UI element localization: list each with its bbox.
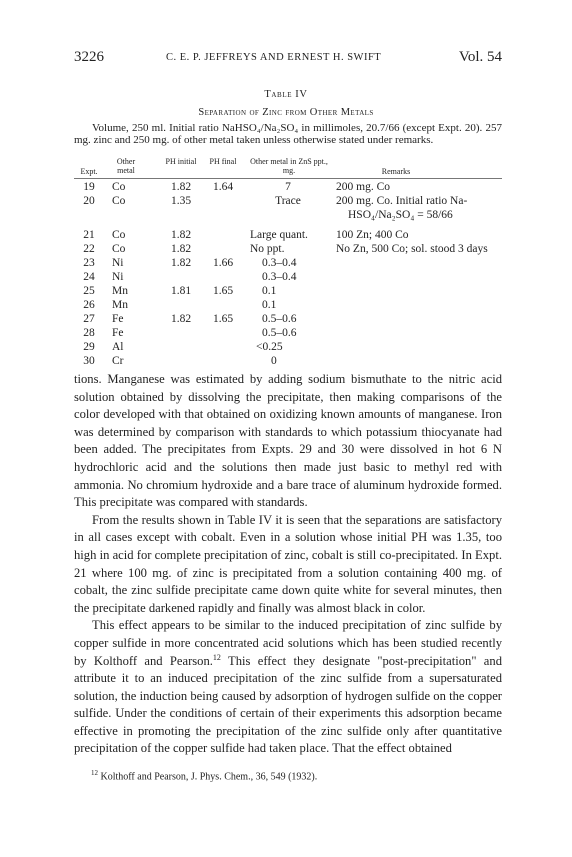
footnote-number: 12 [91,769,98,777]
cell-expt: 28 [83,327,95,339]
volume-label: Vol. 54 [458,49,502,65]
cell-ph-initial: 1.82 [170,229,192,241]
cell-expt: 20 [83,195,95,207]
cell-expt: 21 [83,229,95,241]
cell-metal: Mn [112,299,128,311]
cell-zns: 0.1 [262,285,277,297]
cell-metal: Co [112,195,126,207]
cell-ph-final: 1.64 [212,181,234,193]
paragraph-text: This effect appears to be similar to the induced precipitation of zinc sulfide by copper sulfide in more concentrated acid solutions which has been studied recently by Kolthoff and Pearson. [74,618,502,668]
cell-expt: 30 [83,355,95,367]
cell-ph-initial: 1.82 [170,313,192,325]
cell-metal: Co [112,243,126,255]
cell-zns: 0.1 [262,299,277,311]
cell-metal: Co [112,181,126,193]
table-caption: Volume, 250 ml. Initial ratio NaHSO₄/Na₂SO₄ in millimoles, 20.7/66 (except Expt. 20). 257 mg. zinc and 250 mg. of other metal taken unless otherwise stated under remarks. [74,122,502,146]
paragraph-text: This effect they designate "post-precipitation" and attribute it to an induced precipitation of the zinc sulfide from a supersaturated solution, the induction being caused by adsorption of hydrogen sulfide on the copper sulfide. Under the conditions of certain of their experiments this adsorption became effective in promoting the precipitation of the zinc sulfide only after quantitative precipitation of the copper sulfide had taken place. That the effect obtained [74,653,502,756]
cell-expt: 24 [83,271,95,283]
cell-zns: 0.5–0.6 [262,327,297,339]
cell-zns: Trace [275,195,301,207]
col-header-expt: Expt. [80,167,98,176]
body-text [74,371,502,758]
table-title: Separation of Zinc from Other Metals [198,107,374,118]
footnote [91,769,317,782]
cell-zns: Large quant. [250,229,308,241]
col-header-metal: Other metal [116,157,136,175]
footnote-text: Kolthoff and Pearson, J. Phys. Chem., 36, 549 (1932). [100,771,318,783]
cell-zns: 0.3–0.4 [262,271,297,283]
cell-ph-final: 1.66 [212,257,234,269]
cell-zns: No ppt. [250,243,285,255]
table-label: Table IV [264,89,308,100]
cell-remarks: 100 Zn; 400 Co [336,229,409,241]
cell-expt: 29 [83,341,95,353]
cell-remarks: 200 mg. Co. Initial ratio Na- [336,195,468,207]
cell-zns: 7 [285,181,291,193]
cell-metal: Mn [112,285,128,297]
cell-expt: 23 [83,257,95,269]
cell-metal: Cr [112,355,124,367]
col-header-ph-initial: PH initial [165,157,197,166]
cell-ph-final: 1.65 [212,313,234,325]
page-number: 3226 [74,49,104,65]
cell-expt: 26 [83,299,95,311]
col-header-zns: Other metal in ZnS ppt., mg. [250,157,328,175]
cell-remarks: No Zn, 500 Co; sol. stood 3 days [336,243,488,255]
cell-expt: 25 [83,285,95,297]
running-authors: C. E. P. JEFFREYS AND ERNEST H. SWIFT [166,52,382,63]
footnote-reference: 12 [212,652,221,662]
col-header-remarks: Remarks [381,167,411,176]
cell-remarks-continued: HSO₄/Na₂SO₄ = 58/66 [348,209,453,221]
cell-metal: Fe [112,327,124,339]
cell-remarks: 200 mg. Co [336,181,390,193]
cell-expt: 27 [83,313,95,325]
paragraph [74,617,502,758]
cell-ph-initial: 1.82 [170,243,192,255]
paragraph: tions. Manganese was estimated by adding sodium bismuthate to the nitric acid solution obtained by dissolving the precipitate, then making comparisons of the color developed with that obtained on oxidizing known amounts of manganese. Iron was determined by comparison with standards to which potassium thiocyanate had been added. The precipitates from Expts. 29 and 30 were dissolved in hot 6 N hydrochloric acid and the solutions then made just basic to methyl red with ammonia. No chromium hydroxide and a bare trace of aluminum hydroxide formed. This precipitate was compared with standards. [74,372,502,510]
cell-metal: Ni [112,271,124,283]
cell-zns: <0.25 [256,341,283,353]
cell-ph-initial: 1.35 [170,195,192,207]
cell-metal: Al [112,341,124,353]
cell-ph-initial: 1.82 [170,257,192,269]
cell-zns: 0.3–0.4 [262,257,297,269]
cell-metal: Ni [112,257,124,269]
cell-ph-initial: 1.82 [170,181,192,193]
cell-zns: 0 [271,355,277,367]
col-header-ph-final: PH final [209,157,237,166]
running-header [74,49,502,69]
cell-zns: 0.5–0.6 [262,313,297,325]
cell-metal: Co [112,229,126,241]
cell-ph-final: 1.65 [212,285,234,297]
cell-metal: Fe [112,313,124,325]
paragraph: From the results shown in Table IV it is seen that the separations are satisfactory in all cases except with cobalt. Even in a solution whose initial PH was 1.35, too high in acid for complete precipitation of zinc, cobalt is still co-precipitated. In Expt. 21 where 100 mg. of zinc is precipitated from a solution containing 400 mg. of cobalt, the zinc sulfide precipitate came down quite white for several minutes, then the precipitate darkened rapidly and finally was almost black in color. [74,512,502,615]
table-header-rule [74,178,502,179]
cell-expt: 22 [83,243,95,255]
cell-ph-initial: 1.81 [170,285,192,297]
cell-expt: 19 [83,181,95,193]
